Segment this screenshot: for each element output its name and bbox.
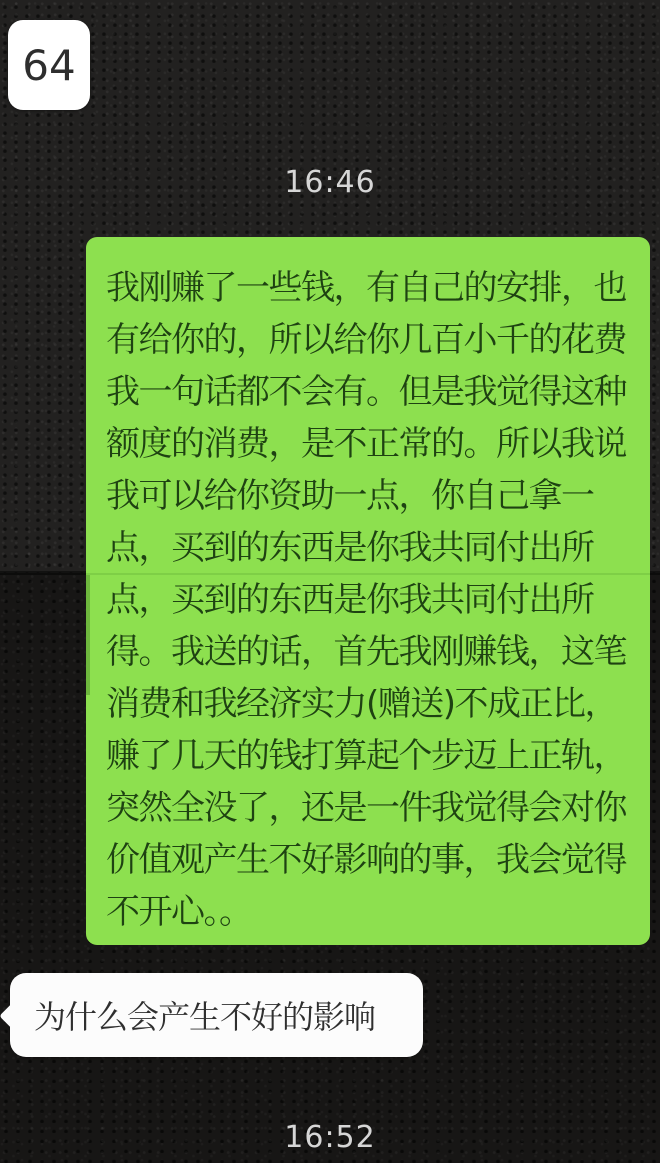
timestamp-first: 16:46: [284, 165, 376, 200]
message-line: 我可以给你资助一点，你自己拿一: [106, 476, 594, 516]
unread-count-badge[interactable]: 64: [8, 20, 90, 110]
message-line: 额度的消费，是不正常的。所以我说: [106, 424, 626, 464]
received-message-bubble[interactable]: [10, 973, 423, 1057]
message-line: 消费和我经济实力(赠送)不成正比，: [106, 684, 618, 724]
bubble-stitch-seam: [86, 573, 650, 575]
message-line: 点，买到的东西是你我共同付出所: [106, 580, 594, 620]
message-line: 我刚赚了一些钱，有自己的安排，也: [106, 268, 626, 308]
message-line: 不开心。。: [106, 892, 252, 932]
sent-message-bubble[interactable]: [86, 237, 650, 945]
message-line: 有给你的，所以给你几百小千的花费: [106, 320, 626, 360]
bubble-stitch-edge: [86, 575, 90, 695]
timestamp-second: 16:52: [284, 1120, 376, 1155]
message-line: 价值观产生不好影响的事，我会觉得: [106, 840, 626, 880]
message-line: 点，买到的东西是你我共同付出所: [106, 528, 594, 568]
message-line: 我一句话都不会有。但是我觉得这种: [106, 372, 626, 412]
sent-message-lines: [106, 262, 632, 938]
message-line: 赚了几天的钱打算起个步迈上正轨，: [106, 736, 626, 776]
message-line: 突然全没了，还是一件我觉得会对你: [106, 788, 626, 828]
received-message-text: 为什么会产生不好的影响: [34, 998, 376, 1036]
message-line: 得。我送的话，首先我刚赚钱，这笔: [106, 632, 626, 672]
